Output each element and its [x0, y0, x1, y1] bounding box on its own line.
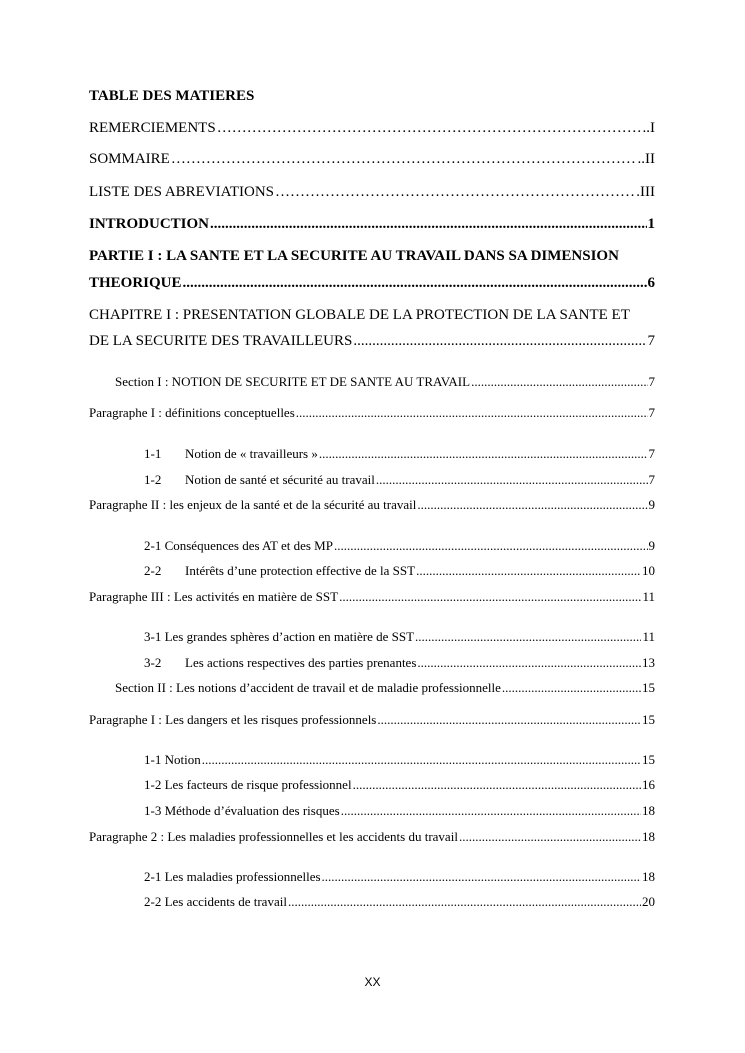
dot-leader [217, 120, 642, 137]
toc-entry-paragraphe-1b[interactable]: Paragraphe I : Les dangers et les risques professionnels ..... 15 [89, 712, 655, 728]
toc-entry-paragraphe-3[interactable]: Paragraphe III : Les activités en matière de SST ..... 11 [89, 589, 655, 605]
toc-entry-1-1[interactable]: 1-1 Notion de « travailleurs » ..... 7 [144, 446, 655, 462]
dot-leader [415, 629, 641, 645]
toc-entry-remerciements[interactable]: REMERCIEMENTS …………………………………………………………………………………………………………………………………………………………………………………………………………………… ..I [89, 120, 655, 137]
toc-title: TABLE DES MATIERES [89, 88, 255, 104]
toc-entry-2-2b[interactable]: 2-2 Les accidents de travail ..... 20 [144, 894, 655, 910]
toc-entry-partie-1-line2[interactable]: THEORIQUE ..... 6 [89, 275, 655, 292]
dot-leader [339, 589, 641, 605]
dot-leader [416, 563, 641, 579]
dot-leader [288, 894, 641, 910]
dot-leader [502, 680, 641, 696]
toc-entry-section-1[interactable]: Section I : NOTION DE SECURITE ET DE SANTE AU TRAVAIL ..... 7 [115, 374, 655, 390]
toc-entry-1-2[interactable]: 1-2 Notion de santé et sécurité au travail ..... 7 [144, 472, 655, 488]
toc-entry-chapitre-1-line2[interactable]: DE LA SECURITE DES TRAVAILLEURS ..... 7 [89, 333, 655, 350]
toc-entry-chapitre-1-line1[interactable]: CHAPITRE I : PRESENTATION GLOBALE DE LA PROTECTION DE LA SANTE ET [89, 307, 630, 323]
toc-entry-sommaire[interactable]: SOMMAIRE …………………………………………………………………………………………………………………………………………………………………………………………………………………… ..II [89, 151, 655, 168]
dot-leader [202, 752, 641, 768]
page-number-footer: XX [364, 975, 381, 989]
toc-entry-paragraphe-2[interactable]: Paragraphe II : les enjeux de la santé et de la sécurité au travail ..... 9 [89, 497, 655, 513]
dot-leader [210, 216, 646, 233]
dot-leader [334, 538, 648, 554]
toc-entry-2-2[interactable]: 2-2 Intérêts d’une protection effective de la SST ..... 10 [144, 563, 655, 579]
dot-leader [319, 446, 648, 462]
dot-leader [275, 184, 635, 201]
toc-entry-3-2[interactable]: 3-2 Les actions respectives des parties prenantes ..... 13 [144, 655, 655, 671]
dot-leader [296, 405, 648, 421]
toc-entry-1-3b[interactable]: 1-3 Méthode d’évaluation des risques ..... 18 [144, 803, 655, 819]
dot-leader [471, 374, 647, 390]
toc-entry-paragraphe-2b[interactable]: Paragraphe 2 : Les maladies professionnelles et les accidents du travail ..... 18 [89, 829, 655, 845]
toc-entry-1-1b[interactable]: 1-1 Notion ..... 15 [144, 752, 655, 768]
dot-leader [353, 333, 646, 350]
dot-leader [377, 712, 641, 728]
toc-entry-introduction[interactable]: INTRODUCTION ..... 1 [89, 216, 655, 233]
dot-leader [417, 497, 647, 513]
toc-entry-liste-abreviations[interactable]: LISTE DES ABREVIATIONS …………………………………………………………………………………………………………………………………………………………………………………………………………………… .III [89, 184, 655, 201]
toc-entry-partie-1-line1[interactable]: PARTIE I : LA SANTE ET LA SECURITE AU TRAVAIL DANS SA DIMENSION [89, 248, 619, 264]
dot-leader [341, 803, 641, 819]
toc-entry-section-2[interactable]: Section II : Les notions d’accident de travail et de maladie professionnelle ..... 15 [115, 680, 655, 696]
dot-leader [353, 777, 641, 793]
dot-leader [459, 829, 641, 845]
toc-entry-1-2b[interactable]: 1-2 Les facteurs de risque professionnel ..... 16 [144, 777, 655, 793]
toc-entry-2-1b[interactable]: 2-1 Les maladies professionnelles ..... 18 [144, 869, 655, 885]
dot-leader [183, 275, 647, 292]
toc-entry-3-1[interactable]: 3-1 Les grandes sphères d’action en matière de SST ..... 11 [144, 629, 655, 645]
dot-leader [322, 869, 641, 885]
dot-leader [417, 655, 641, 671]
toc-entry-paragraphe-1[interactable]: Paragraphe I : définitions conceptuelles ..... 7 [89, 405, 655, 421]
toc-entry-2-1[interactable]: 2-1 Conséquences des AT et des MP ..... 9 [144, 538, 655, 554]
dot-leader [376, 472, 648, 488]
dot-leader [171, 151, 637, 168]
